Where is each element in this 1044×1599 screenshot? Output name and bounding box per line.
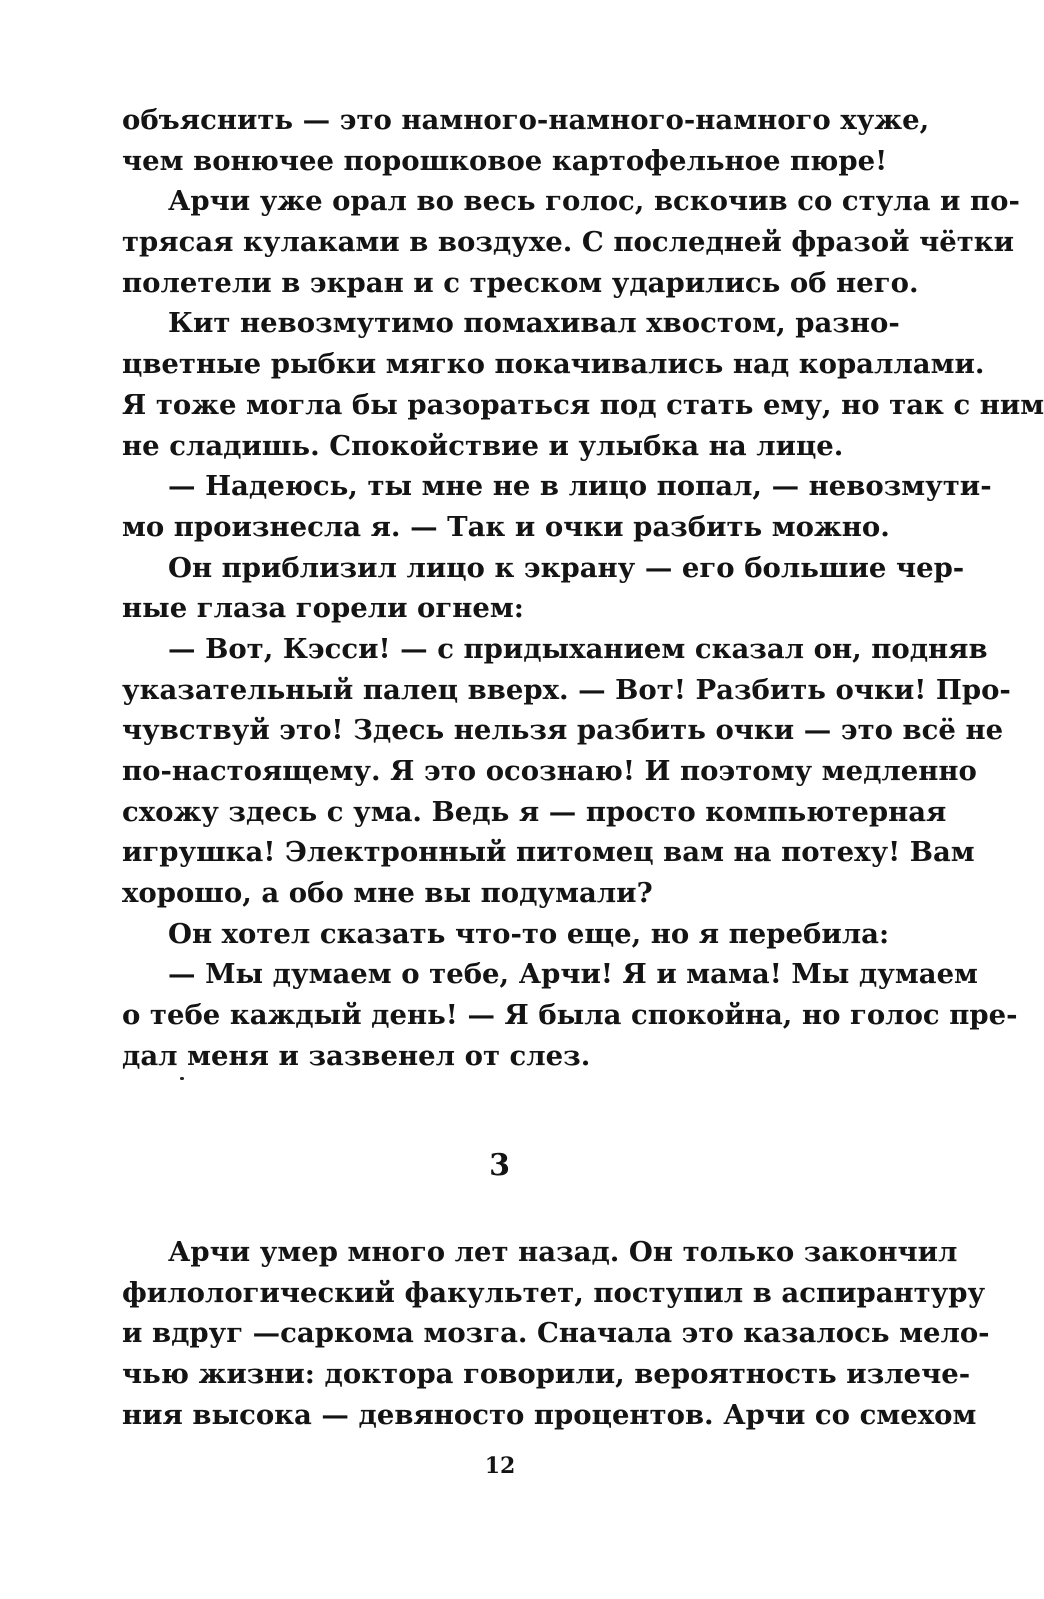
text-line: цветные рыбки мягко покачивались над кораллами. bbox=[122, 348, 985, 381]
text-line: Арчи умер много лет назад. Он только закончил bbox=[168, 1236, 958, 1268]
text-line: дал меня и зазвенел от слез. bbox=[122, 1039, 591, 1072]
chapter-number: 3 bbox=[489, 1148, 511, 1183]
text-line: Кит невозмутимо помахивал хвостом, разно- bbox=[168, 307, 900, 340]
text-line: хорошо, а обо мне вы подумали? bbox=[122, 877, 653, 910]
text-line: игрушка! Электронный питомец вам на потеху! Вам bbox=[122, 836, 975, 869]
text-block-bottom bbox=[122, 1232, 990, 1435]
text-line: о тебе каждый день! — Я была спокойна, но голос пре- bbox=[122, 999, 1018, 1032]
text-line: объяснить — это намного-намного-намного хуже, bbox=[122, 104, 930, 136]
text-line: по-настоящему. Я это осознаю! И поэтому медленно bbox=[122, 755, 977, 787]
text-line: указательный палец вверх. — Вот! Разбить очки! Про- bbox=[122, 673, 1011, 706]
text-line: схожу здесь с ума. Ведь я — просто компьютерная bbox=[122, 795, 947, 828]
text-line: чувствуй это! Здесь нельзя разбить очки — это всё не bbox=[122, 714, 1004, 747]
text-line: чем вонючее порошковое картофельное пюре! bbox=[122, 144, 888, 177]
text-line: мо произнесла я. — Так и очки разбить можно. bbox=[122, 510, 890, 543]
text-line: трясая кулаками в воздухе. С последней фразой чётки bbox=[122, 226, 1015, 259]
text-line: — Надеюсь, ты мне не в лицо попал, — невозмути- bbox=[168, 470, 992, 503]
text-line: Он приблизил лицо к экрану — его большие чер- bbox=[168, 551, 965, 584]
text-line: Я тоже могла бы разораться под стать ему, но так с ним bbox=[122, 388, 1044, 421]
text-line: — Мы думаем о тебе, Арчи! Я и мама! Мы думаем bbox=[168, 958, 978, 991]
text-line: Арчи уже орал во весь голос, вскочив со стула и по- bbox=[168, 185, 1020, 218]
print-speck bbox=[180, 1077, 184, 1080]
text-line: чью жизни: доктора говорили, вероятность излече- bbox=[122, 1358, 971, 1391]
text-line: — Вот, Кэсси! — с придыханием сказал он, подняв bbox=[168, 632, 988, 665]
text-line: полетели в экран и с треском ударились об него. bbox=[122, 266, 919, 299]
text-line: Он хотел сказать что-то еще, но я перебила: bbox=[168, 917, 890, 950]
text-line: ные глаза горели огнем: bbox=[122, 592, 524, 625]
text-line: филологический факультет, поступил в аспирантуру bbox=[122, 1276, 986, 1309]
text-block-top bbox=[122, 100, 1044, 1077]
text-line: ния высока — девяносто процентов. Арчи со смехом bbox=[122, 1398, 977, 1431]
page-number: 12 bbox=[484, 1453, 516, 1479]
text-line: и вдруг —саркома мозга. Сначала это казалось мело- bbox=[122, 1317, 990, 1350]
text-line: не сладишь. Спокойствие и улыбка на лице. bbox=[122, 429, 844, 462]
